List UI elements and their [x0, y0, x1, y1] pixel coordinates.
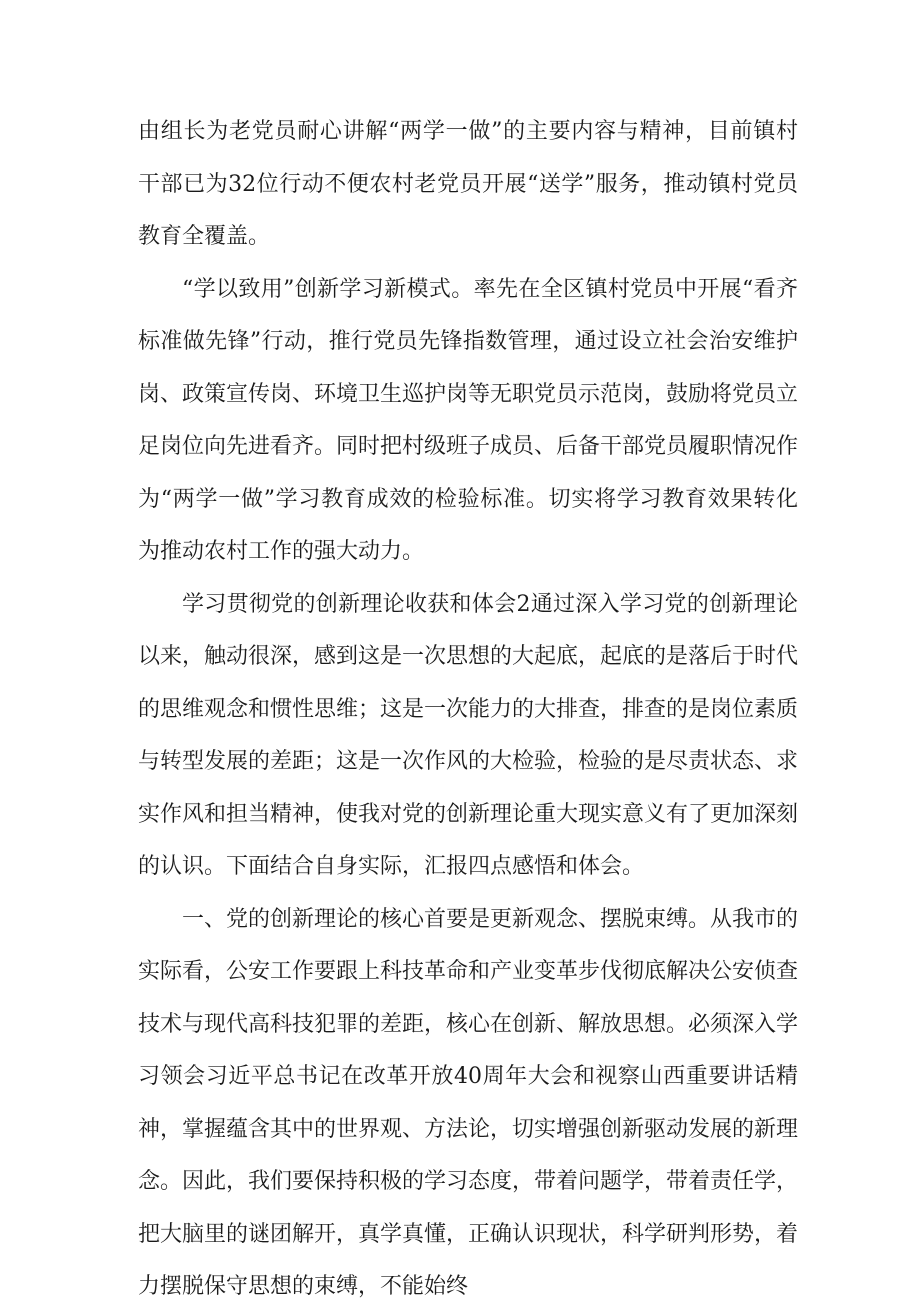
paragraph-study-experience: 学习贯彻党的创新理论收获和体会2通过深入学习党的创新理论以来，触动很深，感到这是一次思想的大起底，起底的是落后于时代的思维观念和惯性思维；这是一次能力的大排查，排查的是岗位素质与转型发展的差距；这是一次作风的大检验，检验的是尽责状态、求实作风和担当精神，使我对党的创新理论重大现实意义有了更加深刻的认识。下面结合自身实际，汇报四点感悟和体会。 [138, 591, 799, 879]
document-body [138, 106, 798, 1314]
paragraph-xue-yi-zhi-yong: “学以致用”创新学习新模式。率先在全区镇村党员中开展“看齐标准做先锋”行动，推行党员先锋指数管理，通过设立社会治安维护岗、政策宣传岗、环境卫生巡护岗等无职党员示范岗，鼓励将党员立足岗位向先进看齐。同时把村级班子成员、后备干部党员履职情况作为“两学一做”学习教育成效的检验标准。切实将学习教育效果转化为推动农村工作的强大动力。 [138, 276, 799, 564]
paragraph-section-one: 一、党的创新理论的核心首要是更新观念、摆脱束缚。从我市的实际看，公安工作要跟上科技革命和产业变革步伐彻底解决公安侦查技术与现代高科技犯罪的差距，核心在创新、解放思想。必须深入学习领会习近平总书记在改革开放40周年大会和视察山西重要讲话精神，掌握蕴含其中的世界观、方法论，切实增强创新驱动发展的新理念。因此，我们要保持积极的学习态度，带着问题学，带着责任学，把大脑里的谜团解开，真学真懂，正确认识现状，科学研判形势，着力摆脱保守思想的束缚，不能始终 [138, 906, 799, 1299]
paragraph-continuation: 由组长为老党员耐心讲解“两学一做”的主要内容与精神，目前镇村干部已为32位行动不便农村老党员开展“送学”服务，推动镇村党员教育全覆盖。 [138, 119, 798, 249]
